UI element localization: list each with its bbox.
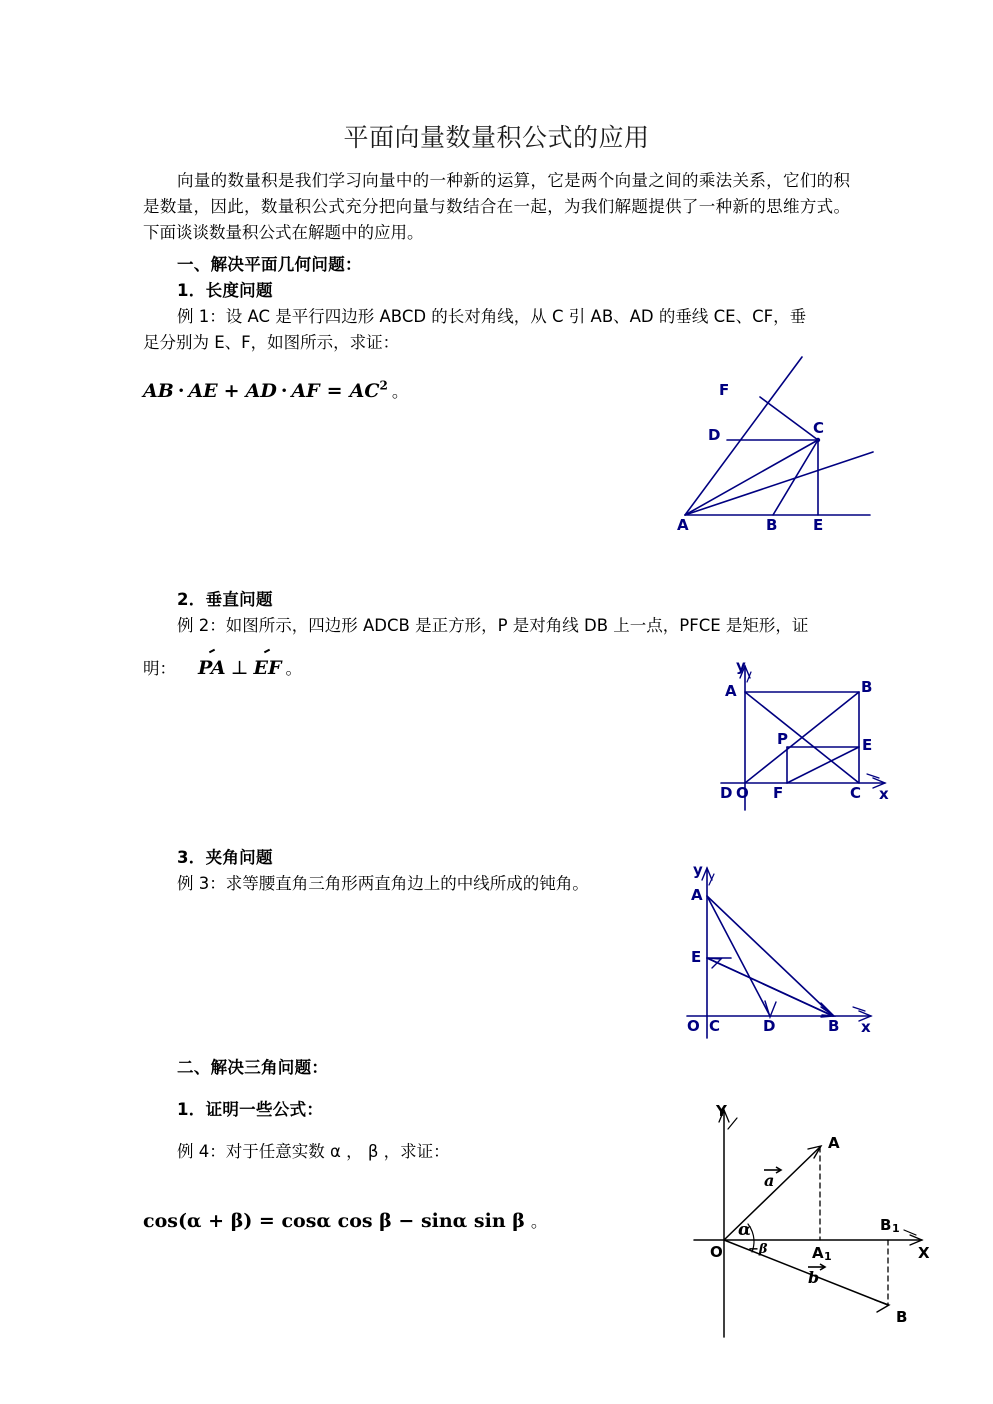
figure-4-cosine-sum-vectors (680, 1092, 940, 1357)
fig4-label-A: A (828, 1134, 840, 1152)
fig2-label-D: D (720, 784, 733, 802)
fig3-label-C: C (709, 1017, 721, 1035)
example-3-line-1: 例 3：求等腰直角三角形两直角边上的中线所成的钝角。 (177, 874, 589, 893)
fig2-label-C: C (850, 784, 862, 802)
fig4-label-A1-subscript: 1 (824, 1250, 832, 1263)
page-title: 平面向量数量积公式的应用 (343, 123, 650, 152)
formula-example-1 (143, 378, 408, 402)
section-1-sub-3-heading: 3．夹角问题 (177, 848, 273, 867)
figure-3-triangle-medians (685, 858, 880, 1043)
fig3-label-B: B (828, 1017, 840, 1035)
fig1-label-F: F (719, 381, 730, 399)
fig1-label-C: C (813, 419, 825, 437)
fig4-label-X: X (918, 1244, 930, 1262)
section-1-sub-2-heading: 2．垂直问题 (177, 590, 273, 609)
fig4-label-negative-beta: −β (748, 1242, 768, 1257)
fig1-label-D: D (708, 426, 721, 444)
fig2-label-P: P (777, 730, 788, 748)
fig2-label-O: O (736, 784, 749, 802)
fig2-label-A: A (725, 682, 737, 700)
formula-dot-1: · (177, 380, 185, 402)
fig4-label-B1: B (880, 1216, 892, 1234)
formula-4-expression: cos(α + β) = cosα cos β − sinα sin β (143, 1210, 525, 1232)
formula-vector-ef: EF (253, 657, 282, 679)
formula-perp-symbol: ⊥ (230, 657, 249, 679)
section-2-sub-1-heading: 1．证明一些公式： (177, 1100, 324, 1119)
fig3-label-y: y (693, 861, 703, 879)
fig4-label-B: B (896, 1308, 908, 1326)
formula-term-ae: AE (188, 380, 218, 402)
formula-dot-2: · (280, 380, 288, 402)
example-2-line-1: 例 2：如图所示，四边形 ADCB 是正方形，P 是对角线 DB 上一点，PFCE 是矩形，证 (177, 616, 809, 635)
fig1-label-A: A (677, 516, 689, 534)
fig3-label-x: x (861, 1018, 871, 1036)
example-1-line-1: 例 1：设 AC 是平行四边形 ABCD 的长对角线，从 C 引 AB、AD 的垂线 CE、CF，垂 (177, 307, 807, 326)
section-1-heading: 一、解决平面几何问题： (177, 255, 362, 274)
example-1-line-2: 足分别为 E、F，如图所示，求证： (143, 333, 400, 352)
formula-2-period: 。 (285, 659, 303, 678)
fig4-label-O: O (710, 1243, 723, 1261)
intro-paragraph: 向量的数量积是我们学习向量中的一种新的运算，它是两个向量之间的乘法关系，它们的积是数量，因此，数量积公式充分把向量与数结合在一起，为我们解题提供了一种新的思维方式。下面谈谈数量积公式在解题中的应用。 (143, 171, 850, 242)
formula-example-2 (143, 655, 302, 679)
formula-exponent: 2 (379, 378, 388, 393)
fig1-label-B: B (766, 516, 778, 534)
fig2-label-y: y (736, 657, 746, 675)
figure-2-square-rectangle (707, 652, 897, 820)
fig2-label-F: F (773, 784, 784, 802)
figure-1-parallelogram (655, 345, 885, 540)
fig3-label-E: E (691, 948, 702, 966)
fig4-label-alpha: α (738, 1220, 752, 1240)
formula-2-prefix: 明： (143, 659, 176, 678)
section-2-heading: 二、解决三角问题： (177, 1058, 329, 1077)
formula-plus: + (223, 380, 240, 402)
section-1-sub-1-heading: 1．长度问题 (177, 281, 273, 300)
formula-term-ad: AD (245, 380, 277, 402)
fig4-label-vector-b: b (808, 1268, 820, 1287)
formula-equals: = (326, 380, 343, 402)
fig1-label-E: E (813, 516, 824, 534)
fig2-label-x: x (879, 785, 889, 803)
formula-vector-pa: PA (198, 657, 226, 679)
formula-example-4 (143, 1208, 547, 1232)
formula-term-ab: AB (143, 380, 174, 402)
formula-term-af: AF (291, 380, 320, 402)
fig2-label-E: E (862, 736, 873, 754)
fig3-label-D: D (763, 1017, 776, 1035)
example-4-line-1: 例 4：对于任意实数 α ， β ，求证： (177, 1142, 450, 1161)
fig3-label-A: A (691, 886, 703, 904)
fig4-label-B1-subscript: 1 (892, 1222, 900, 1235)
fig4-label-vector-a: a (764, 1171, 775, 1190)
fig4-label-Y: Y (716, 1102, 727, 1120)
fig2-label-B: B (861, 678, 873, 696)
fig4-label-A1: A (812, 1244, 824, 1262)
fig3-label-O: O (687, 1017, 700, 1035)
formula-period: 。 (391, 382, 409, 401)
formula-4-period: 。 (530, 1212, 548, 1231)
formula-term-ac: AC (349, 380, 380, 402)
